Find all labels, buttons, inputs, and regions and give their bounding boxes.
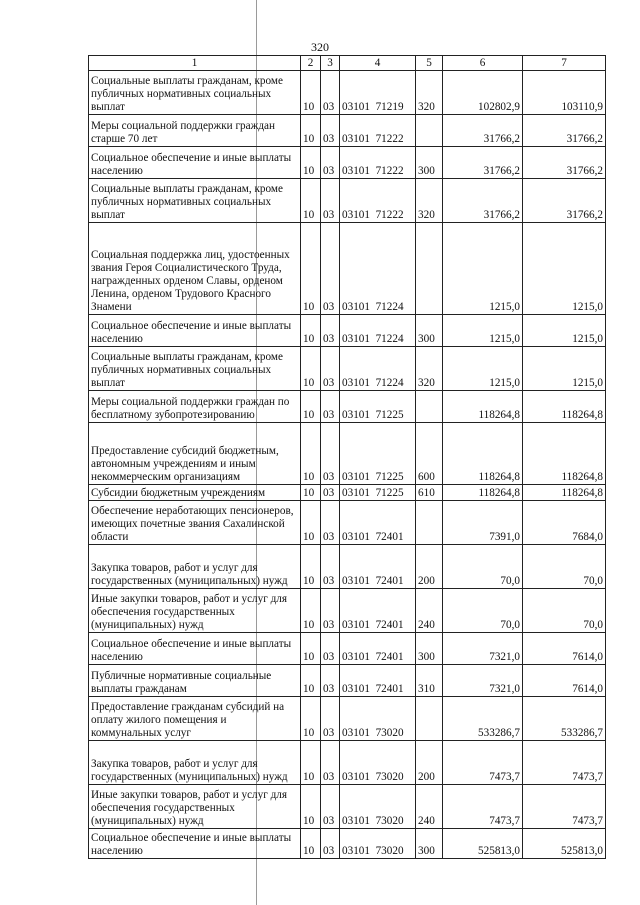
row-amount-6: 7473,7 [443, 741, 523, 785]
row-subsection: 03 [321, 347, 340, 391]
table-row [89, 665, 606, 697]
table-row [89, 223, 606, 315]
table-row [89, 315, 606, 347]
row-name: Социальное обеспечение и иные выплаты населению [89, 147, 301, 179]
col-header-target-article: 4 [340, 56, 416, 71]
row-subsection: 03 [321, 71, 340, 115]
row-target-article: 03101 73020 [340, 785, 416, 829]
row-expense-type: 300 [416, 315, 443, 347]
row-amount-7: 70,0 [523, 589, 606, 633]
row-name: Социальные выплаты гражданам, кроме публичных нормативных социальных выплат [89, 179, 301, 223]
table-row [89, 501, 606, 545]
row-target-article: 03101 71224 [340, 223, 416, 315]
row-target-article: 03101 72401 [340, 501, 416, 545]
row-name: Иные закупки товаров, работ и услуг для обеспечения государственных (муниципальных) нужд [89, 589, 301, 633]
row-section: 10 [301, 697, 321, 741]
row-amount-7: 31766,2 [523, 147, 606, 179]
table-row [89, 179, 606, 223]
row-amount-7: 7614,0 [523, 665, 606, 697]
table-row [89, 741, 606, 785]
col-header-section: 2 [301, 56, 321, 71]
row-target-article: 03101 71225 [340, 423, 416, 485]
row-target-article: 03101 71224 [340, 347, 416, 391]
row-target-article: 03101 72401 [340, 633, 416, 665]
col-header-name: 1 [89, 56, 301, 71]
row-amount-6: 118264,8 [443, 423, 523, 485]
row-section: 10 [301, 347, 321, 391]
row-subsection: 03 [321, 423, 340, 485]
row-subsection: 03 [321, 315, 340, 347]
row-amount-6: 31766,2 [443, 179, 523, 223]
table-row [89, 147, 606, 179]
row-name: Социальное обеспечение и иные выплаты населению [89, 633, 301, 665]
row-section: 10 [301, 223, 321, 315]
row-expense-type [416, 501, 443, 545]
row-target-article: 03101 71224 [340, 315, 416, 347]
row-name: Предоставление гражданам субсидий на оплату жилого помещения и коммунальных услуг [89, 697, 301, 741]
row-target-article: 03101 71222 [340, 147, 416, 179]
table-row [89, 589, 606, 633]
row-subsection: 03 [321, 665, 340, 697]
row-target-article: 03101 71219 [340, 71, 416, 115]
row-section: 10 [301, 829, 321, 859]
row-amount-7: 525813,0 [523, 829, 606, 859]
col-header-amount-6: 6 [443, 56, 523, 71]
row-name: Предоставление субсидий бюджетным, автономным учреждениям и иным некоммерческим организациям [89, 423, 301, 485]
row-name: Социальные выплаты гражданам, кроме публичных нормативных социальных выплат [89, 347, 301, 391]
table-body [89, 71, 606, 859]
row-amount-6: 1215,0 [443, 315, 523, 347]
table-row [89, 347, 606, 391]
row-subsection: 03 [321, 741, 340, 785]
row-section: 10 [301, 423, 321, 485]
page-number: 320 [311, 40, 329, 54]
row-amount-6: 7391,0 [443, 501, 523, 545]
row-expense-type [416, 391, 443, 423]
row-amount-6: 118264,8 [443, 391, 523, 423]
row-target-article: 03101 73020 [340, 829, 416, 859]
table-row [89, 423, 606, 485]
row-target-article: 03101 72401 [340, 545, 416, 589]
row-subsection: 03 [321, 501, 340, 545]
row-amount-7: 118264,8 [523, 485, 606, 501]
row-target-article: 03101 73020 [340, 697, 416, 741]
row-expense-type: 320 [416, 347, 443, 391]
row-target-article: 03101 71225 [340, 391, 416, 423]
table-row [89, 485, 606, 501]
row-name: Социальная поддержка лиц, удостоенных звания Героя Социалистического Труда, награжденных орденом Славы, орденом Ленина, орденом Трудового Красного Знамени [89, 223, 301, 315]
row-expense-type: 310 [416, 665, 443, 697]
row-section: 10 [301, 391, 321, 423]
row-expense-type [416, 115, 443, 147]
row-target-article: 03101 72401 [340, 589, 416, 633]
row-subsection: 03 [321, 485, 340, 501]
row-section: 10 [301, 545, 321, 589]
row-amount-7: 1215,0 [523, 347, 606, 391]
col-header-expense-type: 5 [416, 56, 443, 71]
row-amount-7: 7614,0 [523, 633, 606, 665]
row-subsection: 03 [321, 179, 340, 223]
row-expense-type: 200 [416, 741, 443, 785]
row-section: 10 [301, 589, 321, 633]
row-amount-7: 7473,7 [523, 785, 606, 829]
row-expense-type [416, 697, 443, 741]
row-name: Социальное обеспечение и иные выплаты населению [89, 829, 301, 859]
row-name: Социальные выплаты гражданам, кроме публичных нормативных социальных выплат [89, 71, 301, 115]
row-name: Закупка товаров, работ и услуг для государственных (муниципальных) нужд [89, 741, 301, 785]
row-expense-type: 300 [416, 633, 443, 665]
row-amount-6: 7321,0 [443, 665, 523, 697]
table-row [89, 633, 606, 665]
row-target-article: 03101 73020 [340, 741, 416, 785]
row-target-article: 03101 71222 [340, 179, 416, 223]
row-amount-6: 7473,7 [443, 785, 523, 829]
row-expense-type [416, 223, 443, 315]
row-amount-7: 1215,0 [523, 315, 606, 347]
table-row [89, 697, 606, 741]
row-name: Иные закупки товаров, работ и услуг для обеспечения государственных (муниципальных) нужд [89, 785, 301, 829]
row-amount-7: 118264,8 [523, 423, 606, 485]
row-expense-type: 240 [416, 785, 443, 829]
row-amount-7: 533286,7 [523, 697, 606, 741]
row-amount-7: 7473,7 [523, 741, 606, 785]
table-row [89, 115, 606, 147]
row-subsection: 03 [321, 785, 340, 829]
row-expense-type: 320 [416, 71, 443, 115]
row-expense-type: 300 [416, 829, 443, 859]
budget-table [88, 55, 606, 859]
col-header-amount-7: 7 [523, 56, 606, 71]
row-section: 10 [301, 633, 321, 665]
table-row [89, 545, 606, 589]
row-amount-6: 1215,0 [443, 223, 523, 315]
row-section: 10 [301, 741, 321, 785]
row-expense-type: 610 [416, 485, 443, 501]
row-target-article: 03101 71222 [340, 115, 416, 147]
row-amount-6: 70,0 [443, 589, 523, 633]
row-name: Закупка товаров, работ и услуг для государственных (муниципальных) нужд [89, 545, 301, 589]
row-amount-7: 103110,9 [523, 71, 606, 115]
row-target-article: 03101 71225 [340, 485, 416, 501]
row-amount-7: 1215,0 [523, 223, 606, 315]
row-amount-6: 102802,9 [443, 71, 523, 115]
row-amount-7: 118264,8 [523, 391, 606, 423]
table-row [89, 785, 606, 829]
row-subsection: 03 [321, 589, 340, 633]
row-subsection: 03 [321, 545, 340, 589]
table-row [89, 71, 606, 115]
table-row [89, 829, 606, 859]
row-section: 10 [301, 315, 321, 347]
row-amount-6: 31766,2 [443, 115, 523, 147]
column-number-row [89, 56, 606, 71]
row-amount-7: 31766,2 [523, 179, 606, 223]
row-name: Публичные нормативные социальные выплаты гражданам [89, 665, 301, 697]
row-amount-6: 1215,0 [443, 347, 523, 391]
row-section: 10 [301, 501, 321, 545]
row-expense-type: 300 [416, 147, 443, 179]
row-amount-7: 31766,2 [523, 115, 606, 147]
row-amount-6: 31766,2 [443, 147, 523, 179]
row-name: Меры социальной поддержки граждан по бесплатному зубопротезированию [89, 391, 301, 423]
row-name: Субсидии бюджетным учреждениям [89, 485, 301, 501]
row-subsection: 03 [321, 829, 340, 859]
row-expense-type: 200 [416, 545, 443, 589]
row-name: Социальное обеспечение и иные выплаты населению [89, 315, 301, 347]
row-amount-6: 118264,8 [443, 485, 523, 501]
row-expense-type: 240 [416, 589, 443, 633]
row-amount-6: 525813,0 [443, 829, 523, 859]
row-target-article: 03101 72401 [340, 665, 416, 697]
row-section: 10 [301, 179, 321, 223]
row-amount-7: 70,0 [523, 545, 606, 589]
row-section: 10 [301, 115, 321, 147]
row-amount-6: 7321,0 [443, 633, 523, 665]
row-subsection: 03 [321, 697, 340, 741]
col-header-subsection: 3 [321, 56, 340, 71]
row-expense-type: 320 [416, 179, 443, 223]
row-subsection: 03 [321, 147, 340, 179]
row-expense-type: 600 [416, 423, 443, 485]
row-section: 10 [301, 785, 321, 829]
row-amount-6: 533286,7 [443, 697, 523, 741]
row-subsection: 03 [321, 391, 340, 423]
row-subsection: 03 [321, 223, 340, 315]
row-section: 10 [301, 71, 321, 115]
row-subsection: 03 [321, 633, 340, 665]
table-row [89, 391, 606, 423]
row-section: 10 [301, 665, 321, 697]
row-section: 10 [301, 147, 321, 179]
row-name: Меры социальной поддержки граждан старше 70 лет [89, 115, 301, 147]
row-subsection: 03 [321, 115, 340, 147]
row-name: Обеспечение неработающих пенсионеров, имеющих почетные звания Сахалинской области [89, 501, 301, 545]
row-amount-7: 7684,0 [523, 501, 606, 545]
row-section: 10 [301, 485, 321, 501]
row-amount-6: 70,0 [443, 545, 523, 589]
